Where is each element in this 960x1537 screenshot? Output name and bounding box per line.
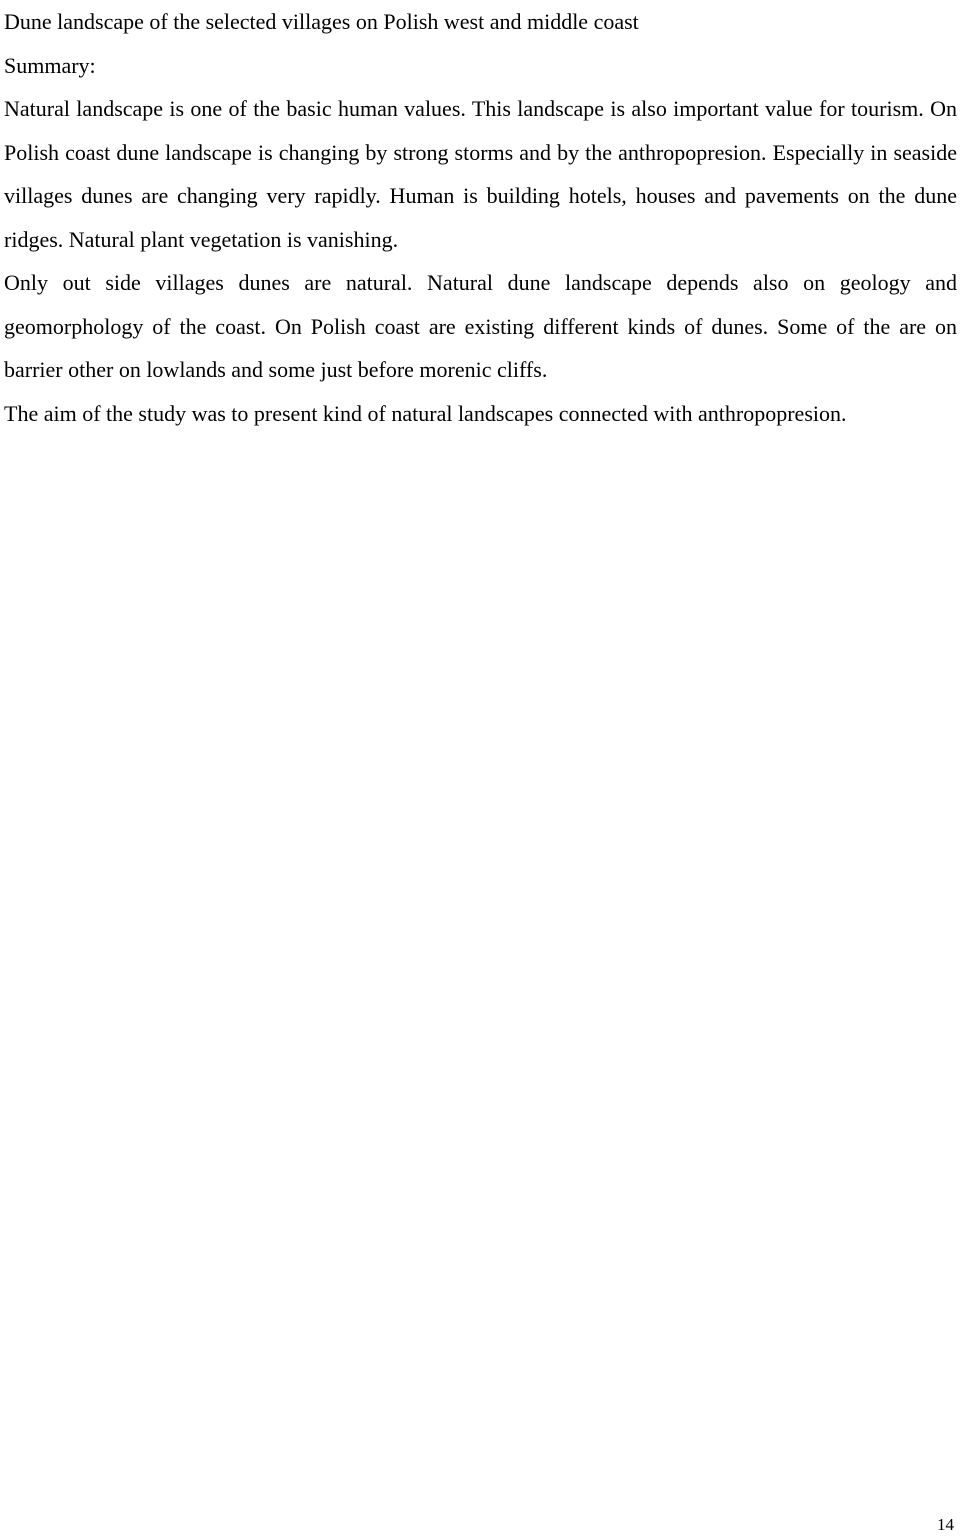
summary-paragraph-3: The aim of the study was to present kind of natural landscapes connected with anthropopresion. [4, 400, 847, 426]
document-page [4, 0, 957, 435]
page-number: 14 [937, 1515, 954, 1534]
summary-paragraph-1: Natural landscape is one of the basic human values. This landscape is also important value for tourism. On Polish coast dune landscape is changing by strong storms and by the anthropopresion. Especially in seaside villages dunes are changing very rapidly. Human is building hotels, houses and pavements on the dune ridges. Natural plant vegetation is vanishing. [4, 96, 957, 252]
summary-label: Summary: [4, 52, 96, 78]
summary-paragraph-2: Only out side villages dunes are natural. Natural dune landscape depends also on geology and geomorphology of the coast. On Polish coast are existing different kinds of dunes. Some of the are on barrier other on lowlands and some just before morenic cliffs. [4, 270, 957, 382]
document-title: Dune landscape of the selected villages on Polish west and middle coast [4, 9, 639, 34]
